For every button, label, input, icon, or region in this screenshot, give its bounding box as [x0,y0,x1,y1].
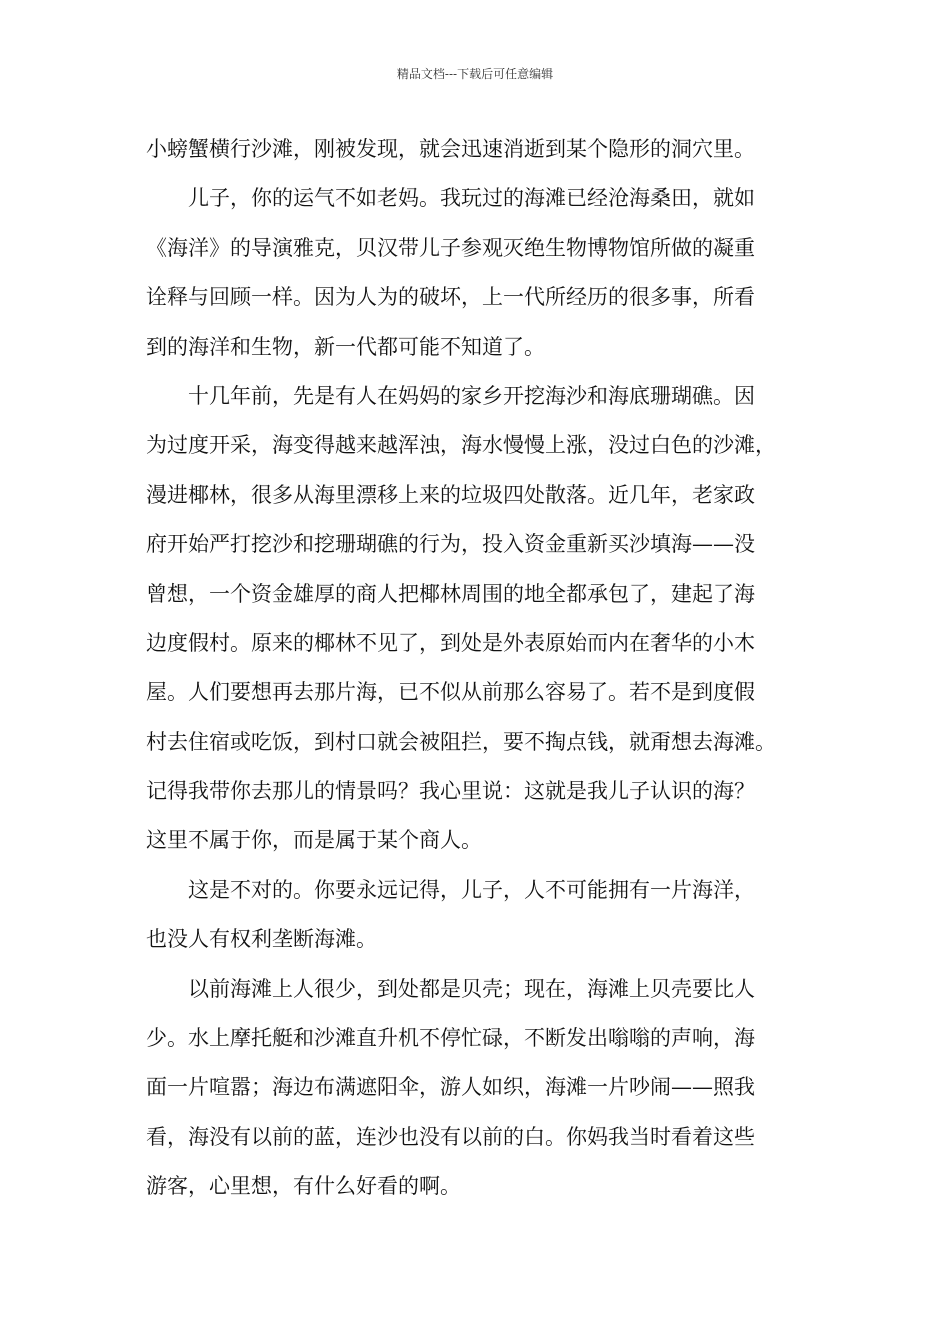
page-header: 精品文档---下载后可任意编辑 [396,67,554,81]
text-line: 诠释与回顾一样。因为人为的破坏，上一代所经历的很多事，所看 [146,285,755,310]
paragraph-first-line: 以前海滩上人很少，到处都是贝壳；现在，海滩上贝壳要比人 [188,976,755,1001]
text-line: 府开始严打挖沙和挖珊瑚礁的行为，投入资金重新买沙填海——没 [146,532,755,557]
text-line: 边度假村。原来的椰林不见了，到处是外表原始而内在奢华的小木 [146,630,755,655]
text-line: 屋。人们要想再去那片海，已不似从前那么容易了。若不是到度假 [146,680,755,705]
text-line: 看，海没有以前的蓝，连沙也没有以前的白。你妈我当时看着这些 [146,1124,755,1149]
paragraph-first-line: 这是不对的。你要永远记得，儿子，人不可能拥有一片海洋， [188,877,755,902]
text-line: 村去住宿或吃饭，到村口就会被阻拦，要不掏点钱，就甭想去海滩。 [146,729,776,754]
text-line: 为过度开采，海变得越来越浑浊，海水慢慢上涨，没过白色的沙滩， [146,433,776,458]
text-line: 也没人有权利垄断海滩。 [146,927,377,952]
document-body [146,131,818,1218]
text-line: 这里不属于你，而是属于某个商人。 [146,828,482,853]
text-line: 到的海洋和生物，新一代都可能不知道了。 [146,334,545,359]
text-line: 游客，心里想，有什么好看的啊。 [146,1174,461,1199]
text-line: 面一片喧嚣；海边布满遮阳伞，游人如织，海滩一片吵闹——照我 [146,1075,755,1100]
text-line: 曾想，一个资金雄厚的商人把椰林周围的地全都承包了，建起了海 [146,581,755,606]
text-line: 漫进椰林，很多从海里漂移上来的垃圾四处散落。近几年，老家政 [146,482,755,507]
paragraph-first-line: 儿子，你的运气不如老妈。我玩过的海滩已经沧海桑田，就如 [188,186,755,211]
text-line: 《海洋》的导演雅克，贝汉带儿子参观灭绝生物博物馆所做的凝重 [146,235,755,260]
paragraph-first-line: 十几年前，先是有人在妈妈的家乡开挖海沙和海底珊瑚礁。因 [188,383,755,408]
text-line: 记得我带你去那儿的情景吗？我心里说：这就是我儿子认识的海？ [146,779,755,804]
text-line: 少。水上摩托艇和沙滩直升机不停忙碌，不断发出嗡嗡的声响，海 [146,1026,755,1051]
text-line: 小螃蟹横行沙滩，刚被发现，就会迅速消逝到某个隐形的洞穴里。 [146,137,755,161]
